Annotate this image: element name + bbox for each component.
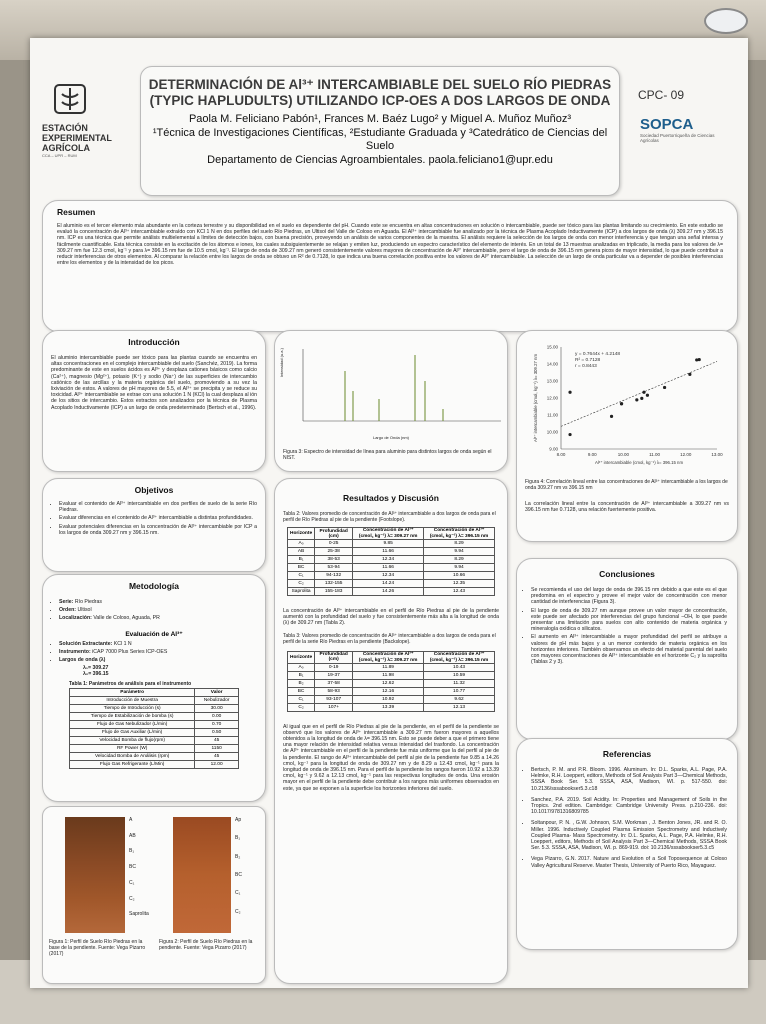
horizon-label: C₁ [129, 879, 135, 886]
figure3-xlabel: Largo de Onda (nm) [372, 435, 410, 440]
y-tick-label: 14.00 [546, 361, 558, 367]
table-cell: 10.59 [424, 671, 495, 679]
metodologia-section [42, 574, 266, 802]
figure4-caption: Figura 4: Correlación lineal entre las concentraciones de Al³⁺ intercambiable a los largos de onda 309.27 nm vs 396.15 nm [525, 479, 728, 491]
trendline-equation: r = 0.8443 [575, 364, 597, 369]
metodologia-list [49, 599, 257, 622]
table-row [288, 687, 495, 695]
table-cell: 13.39 [353, 703, 424, 711]
table-cell: Tiempo de Estabilización de bomba (s) [70, 712, 195, 720]
soil-profile-photo-1 [65, 817, 125, 933]
objetivos-heading: Objetivos [134, 485, 174, 495]
horizon-label: BC [235, 872, 242, 878]
table-cell: 30.00 [195, 704, 239, 712]
data-point [640, 397, 643, 400]
table-row [70, 696, 239, 704]
y-tick-label: 13.00 [546, 378, 558, 384]
table-header-cell: Profundidad (cm) [315, 528, 353, 540]
table-cell: 58-93 [315, 687, 353, 695]
table-header-cell: Valor [195, 688, 239, 696]
eval-heading: Evaluación de Al³⁺ [125, 630, 183, 638]
authors: Paola M. Feliciano Pabón¹, Frances M. Baéz Lugo² y Miguel A. Muñoz Muñoz³ [188, 113, 572, 125]
list-item: • Vega Pizarro, G.N. 2017. Nature and Evolution of a Soil Toposequence at Coloso Valley Agricultural Reserve. Master Thesis, University of Puerto Rico, Mayaguez. [531, 856, 727, 868]
conclusiones-section [516, 558, 738, 740]
table-cell: 38-53 [315, 556, 353, 564]
horizon-label: AB [129, 832, 136, 839]
table-cell: 45 [195, 736, 239, 744]
data-point [635, 398, 638, 401]
table-row [70, 720, 239, 728]
table-cell: Flujo Gas Refrigerante (L/Min) [70, 760, 195, 768]
station-sub: CCA – UPR – RUM [42, 153, 77, 158]
list-item: • El aumento en Al³⁺ intercambiable a mayor profundidad del perfil se atribuye a valores de pH más bajos y a un menor contenido de materia orgánica en los horizontes inferiores. También observamos un efecto del material parental del suelo con mayores concentraciones de Al³⁺ intercambiable en el horizonte C₂ y la saprolita (Tablas 2 y 3). [531, 634, 727, 665]
horizon-label: C₁ [235, 890, 241, 897]
table-header-cell: Concentración de Al³⁺ (cmol꜀ kg⁻¹) λ= 396.15 nm [424, 651, 495, 663]
resumen-heading: Resumen [57, 207, 96, 217]
list-item: • Instrumento: iCAP 7000 Plus Series ICP-OES [59, 649, 257, 655]
horizon-label: Ap [235, 817, 242, 823]
table2 [287, 527, 495, 596]
table-cell: 12.34 [353, 572, 424, 580]
table-header-cell: Concentración de Al³⁺ (cmol꜀ kg⁻¹) λ= 309.27 nm [353, 528, 424, 540]
table-cell: C₁ [288, 695, 315, 703]
horizon-label: C₂ [235, 908, 241, 915]
figure3-caption: Figura 3: Espectro de intensidad de línea para aluminio para distintos largos de onda según el NIST. [283, 449, 492, 461]
poster [30, 38, 748, 988]
table-cell: B₁ [288, 556, 315, 564]
table-cell: 12.62 [353, 679, 424, 687]
x-tick-label: 13.00 [711, 452, 723, 457]
list-item: • Orden: Ultisol [59, 607, 257, 613]
x-tick-label: 10.00 [617, 452, 630, 457]
x-tick-label: 8.00 [556, 452, 566, 457]
table-header-cell: Horizonte [288, 651, 315, 663]
table-cell: C₁ [288, 572, 315, 580]
table-row [70, 712, 239, 720]
horizon-label: B₂ [235, 853, 241, 860]
y-axis-label: Al³⁺ intercambiable (cmol꜀ kg⁻¹) λ= 309.27 nm [533, 353, 538, 443]
figure4-scatter-chart [527, 337, 727, 477]
table-row [70, 752, 239, 760]
x-tick-label: 12.00 [680, 452, 692, 457]
fig1-caption: Figura 1: Perfil de Suelo Río Piedras en la base de la pendiente. Fuente: Vega Pizarro (2017) [49, 939, 146, 957]
table-cell: B₁ [288, 671, 315, 679]
table-cell: 9.94 [424, 564, 495, 572]
table-cell: 10.77 [424, 687, 495, 695]
table-cell: A₀ [288, 540, 315, 548]
resultados-text1: La concentración de Al³⁺ intercambiable en el perfil de Río Piedras al pie de la pendiente aumentó con la profundidad del suelo y fue consistentemente más alta a la longitud de onda (λ) de 309.27 nm (Tabla 2). [283, 608, 499, 627]
fig2-caption: Figura 2: Perfil de Suelo Río Piedras en la pendiente. Fuente: Vega Pizarro (2017) [159, 939, 253, 951]
table-cell: C₂ [288, 703, 315, 711]
table-cell: 12.00 [195, 760, 239, 768]
list-item: • Solución Extractante: KCl 1 N [59, 641, 257, 647]
x-tick-label: 11.00 [649, 452, 661, 457]
table1-caption: Tabla 1: Parámetros de análisis para el instrumento [69, 680, 192, 687]
table-cell: 0.50 [195, 728, 239, 736]
conclusiones-heading: Conclusiones [599, 569, 655, 579]
table-cell: RF Power (W) [70, 744, 195, 752]
introduccion-text: El aluminio intercambiable puede ser tóxico para las plantas cuando se encuentra en altas concentraciones en el complejo intercambiable del suelo (Sanchéz, 2019). La forma predominante de este en suelos ácidos es Al³⁺ y desplaza cationes básicos como calcio (Ca²⁺), magnesio (Mg²⁺), potasio (K⁺) y sodio (Na⁺) de las superficies de intercambio catiónico de las arcillas y la materia orgánica del suelo, promoviendo a su vez la lixiviación de estos. A valores de pH mayores de 5.5, el Al³⁺ se precipita y se reduce su toxicidad. Al³⁺ intercambiable se extrae con una solución 1 N (KCl) la cual desplaza al ión de los sitios de intercambio. Estos extractos son analizados por la técnica de Plasma Acoplado Inductivamente (ICP) a un largo de onda predeterminado (Bertsch et al., 1996). [51, 355, 257, 411]
table-cell: Introducción de Muestra [70, 696, 195, 704]
table-cell: Saprolita [288, 588, 315, 596]
horizon-label: C₂ [129, 895, 135, 902]
table-cell: 107+ [315, 703, 353, 711]
table-cell: 9.94 [424, 548, 495, 556]
list-item: • Se recomienda el uso del largo de onda de 396.15 nm debido a que este es el que predomina en el espectro y provee el mejor valor de concentración con menor cantidad de interferencias (Figura 3). [531, 587, 727, 606]
objetivos-section [42, 478, 266, 572]
soil-figures-section [42, 806, 266, 984]
data-point [620, 402, 623, 405]
table-cell: 0.70 [195, 720, 239, 728]
title-box [140, 66, 620, 196]
table-row [70, 736, 239, 744]
table-cell: BC [288, 687, 315, 695]
table-row [288, 679, 495, 687]
eval-list [49, 641, 257, 664]
y-tick-label: 11.00 [547, 412, 558, 418]
department: Departamento de Ciencias Agroambientales. paola.feliciano1@upr.edu [207, 153, 553, 166]
table-row [288, 564, 495, 572]
table-cell: Nebulizador [195, 696, 239, 704]
ceiling-light [704, 8, 748, 34]
poster-title: DETERMINACIÓN DE Al³⁺ INTERCAMBIABLE DEL SUELO RÍO PIEDRAS (TYPIC HAPLUDULTS) UTILIZANDO ICP-OES A DOS LARGOS DE ONDA [148, 77, 612, 108]
objetivos-list [49, 501, 257, 536]
list-item: • Serie: Río Piedras [59, 599, 257, 605]
resumen-section [42, 200, 738, 332]
table-cell: Velocidad Bomba de Análisis (rpm) [70, 752, 195, 760]
table-cell: 12.35 [424, 580, 495, 588]
lambda-values: λ₁= 309.27 λ₂= 396.15 [83, 665, 109, 678]
horizon-label: B₁ [235, 835, 241, 842]
table-cell: 14.26 [353, 588, 424, 596]
table-cell: Flujo de Gas Nebulizador (L/min) [70, 720, 195, 728]
poster-code: CPC- 09 [638, 88, 685, 102]
table-cell: B₂ [288, 679, 315, 687]
table-row [70, 704, 239, 712]
table-cell: 12.34 [353, 556, 424, 564]
table-cell: 10.92 [353, 695, 424, 703]
table-cell: 132-155 [315, 580, 353, 588]
metodologia-heading: Metodología [128, 581, 180, 591]
table-row [288, 703, 495, 711]
table-row [70, 728, 239, 736]
affiliations: ¹Técnica de Investigaciones Científicas, ²Estudiante Graduada y ³Catedrático de Ciencias del Suelo [152, 126, 608, 152]
table-cell: 1150 [195, 744, 239, 752]
resultados-section [274, 478, 508, 984]
figure3-ylabel: Intensidad (u.a.) [279, 348, 284, 377]
list-item: • Sanchez, P.A. 2019. Soil Acidity. In: Properties and Management of Soils in the Tropics. 2nd edition. Cambridge: Cambridge University Press. p.210-236. doi: 10.1017/9781316809785 [531, 797, 727, 816]
data-point [688, 373, 691, 376]
table-cell: 10.66 [424, 572, 495, 580]
table-cell: 53-94 [315, 564, 353, 572]
table-cell: 9.85 [353, 540, 424, 548]
conclusiones-list [521, 587, 727, 665]
table-cell: 12.13 [424, 703, 495, 711]
data-point [646, 394, 649, 397]
table-cell: 11.66 [353, 548, 424, 556]
fig1-horizon-labels [129, 817, 149, 933]
horizon-label: Saprolita [129, 911, 149, 918]
table-cell: 11.98 [353, 671, 424, 679]
table-row [288, 663, 495, 671]
table-cell: 10.43 [424, 663, 495, 671]
list-item: • Largos de onda (λ) [59, 657, 257, 663]
figure4-section [516, 330, 738, 542]
table-cell: 9.62 [424, 695, 495, 703]
list-item: • Soltanpour, P. N. , G.W. Johnson, S.M. Workman , J. Benton Jones, JR. and R. O. Miller. 1996. Inductively Coupled Plasma Emission Spectrometry and Inductively Coupled Plasma- Mass Spectrometry. In: D.L. Sparks, A.L. Page, P.A. Helmke, R.H. Loeppert, editors, Methods of Soil Analysis Part 3—Chemical Methods, SSSA Book Ser. 5.3. SSSA, ASA, Madison, WI. p. 869-919. doi: 10.2136/sssabookser5.3.c5 [531, 820, 727, 851]
table-header-cell: Profundidad (cm) [315, 651, 353, 663]
table-cell: 11.89 [353, 663, 424, 671]
author-block [141, 113, 619, 167]
resultados-heading: Resultados y Discusión [343, 493, 439, 503]
table-cell: 12.43 [424, 588, 495, 596]
table-cell: C₂ [288, 580, 315, 588]
table-row [288, 695, 495, 703]
table-cell: 8.29 [424, 556, 495, 564]
table-row [288, 572, 495, 580]
trendline [561, 361, 717, 426]
table-cell: 14.24 [353, 580, 424, 588]
table-cell: 11.32 [424, 679, 495, 687]
table-row [288, 548, 495, 556]
table2-caption: Tabla 2: Valores promedio de concentración de Al³⁺ intercambiable a dos largos de onda para el perfil de Río Piedras al pie de la pendiente (Footslope). [283, 511, 496, 523]
station-logo [42, 84, 122, 158]
table-row [288, 556, 495, 564]
resultados-text2: Al igual que en el perfil de Río Piedras al pie de la pendiente, en el perfil de la pendiente se observó que los valores de Al³⁺ intercambiable a 309.27 nm fueron mayores a aquellos obtenidos a la longitud de onda de λ= 396.15 nm. Esto se puede deber a que el primero tiene una mayor relación de intensidad relativa versus intensidad del trasfondo. La concentración de Al³⁺ intercambiable en el perfil de la pendiente fue más uniforme que la del perfil al pie de la pendiente. El rango de Al³⁺ intercambiable del perfil al pie de la pendiente fue 9.85 a 14.26 cmol꜀ kg⁻¹ para la longitud de onda de 309.27 nm y de 8.29 a 12.43 cmol꜀ kg⁻¹ para la longitud de onda de 396.15 nm. Para el perfil de la pendiente los rangos fueron 10.92 a 13.39 cmol꜀ kg⁻¹ y 9.62 a 12.13 cmol꜀ kg⁻¹ para las respectivas longitudes de onda. Una erosión mayor en el perfil de la pendiente debe contribuir a los rangos más uniformes observados en este, ya que se exponen a la superficie los horizontes inferiores del suelo. [283, 723, 499, 792]
list-item: • Localización: Valle de Coloso, Aguada, PR [59, 615, 257, 621]
station-name: ESTACIÓN EXPERIMENTAL AGRÍCOLA [42, 123, 112, 153]
table-cell: 155-183 [315, 588, 353, 596]
horizon-label: BC [129, 864, 136, 871]
soil-profile-photo-2 [173, 817, 231, 933]
table-cell: 25-38 [315, 548, 353, 556]
table-header-cell: Concentración de Al³⁺ (cmol꜀ kg⁻¹) λ= 309.27 nm [353, 651, 424, 663]
sopca-logo: SOPCA Sociedad Puertorriqueña de Ciencias Agrícolas [640, 116, 715, 143]
table-cell: A₀ [288, 663, 315, 671]
table-row [288, 540, 495, 548]
data-point [610, 415, 613, 418]
table-header-cell: Parámetro [70, 688, 195, 696]
table-cell: BC [288, 564, 315, 572]
table-cell: Tiempo de Introducción (s) [70, 704, 195, 712]
station-emblem-icon [54, 84, 86, 114]
trendline-equation: R² = 0.7128 [575, 358, 601, 363]
table-row [288, 580, 495, 588]
referencias-heading: Referencias [602, 749, 652, 759]
table-cell: 0-19 [315, 663, 353, 671]
introduccion-section [42, 330, 266, 472]
list-item: • Evaluar el contenido de Al³⁺ intercambiable en dos perfiles de suelo de la serie Río Piedras. [59, 501, 257, 513]
y-tick-label: 12.00 [546, 395, 558, 401]
data-point [568, 433, 571, 436]
table-cell: 19-37 [315, 671, 353, 679]
data-point [698, 358, 701, 361]
referencias-list [521, 767, 727, 869]
table-cell: 93-107 [315, 695, 353, 703]
horizon-label: A [129, 817, 133, 823]
table1 [69, 688, 239, 769]
y-tick-label: 9.00 [549, 446, 558, 452]
table-cell: 12.16 [353, 687, 424, 695]
table3 [287, 651, 495, 712]
table-cell: 0-25 [315, 540, 353, 548]
introduccion-heading: Introducción [128, 337, 180, 347]
x-axis-label: Al³⁺ intercambiable (cmol꜀ kg⁻¹) λ= 396.15 nm [594, 460, 684, 465]
data-point [568, 391, 571, 394]
y-tick-label: 10.00 [546, 429, 558, 435]
table-cell: 94-132 [315, 572, 353, 580]
table-row [288, 671, 495, 679]
list-item: • Bertsch, P. M. and P.R. Bloom. 1996. Aluminum. In: D.L. Sparks, A.L. Page, P.A. Helmke, R.H. Loeppert, editors, Methods of Soil Analysis Part 3—Chemical Methods, SSSA Book Ser. 5.3. SSSA, ASA, Madison, WI. p. 517-550. doi: 10.2136/sssabookser5.3.c18 [531, 767, 727, 792]
table-cell: AB [288, 548, 315, 556]
y-tick-label: 15.00 [546, 344, 558, 350]
figure3-spectrum [275, 339, 507, 439]
list-item: • Evaluar diferencias en el contenido de Al³⁺ intercambiable a distintas profundidades. [59, 515, 257, 521]
resumen-text: El aluminio es el tercer elemento más abundante en la corteza terrestre y su disponibilidad en el suelo es dependiente del pH. Cuando este se encuentra en altas concentraciones en solución o intercambiable, puede ser tóxico para las plantas limitando su crecimiento. En este estudio se evaluó la concentración de Al³⁺ intercambiable extraído con KCl 1 N en dos perfiles del suelo Río Piedras, un Ultisol del Valle de Coloso en Aguada. El Al³⁺ intercambiable fue analizado por la técnica de Plasma Acoplado Inductivamente (ICP) a dos largos de onda (λ) 309.27 nm y 396.15 nm. ICP es una técnica que permite análisis multielemental a límites de detección bajos, con buena precisión, proveyendo un análisis de varios componentes de la muestra. El análisis requiere la selección de los largos de onda con menor interferencia y que tengan una señal intensa y fácilmente cuantificable. Esta técnica consiste en la excitación de los átomos e iones, los cuales subsiguientemente se relajan y emiten luz, produciendo un espectro característico del elemento de interés. En un total de 13 muestras analizadas en triplicado, la media para los valores de λ= 309.27 nm fue 12.3 cmol꜀ kg⁻¹ y para λ= 396.15 nm fue de 10.5 cmol꜀ kg⁻¹. El largo de onda de 309.27 nm generó consistentemente valores mayores de concentración de Al³⁺ intercambiable, pero el largo de onda de 396.15 nm genera picos de mayor intensidad, lo que puede contribuir a reducir interferencias de otros elementos. Al comparar la relación entre los largos de onda se obtuvo un R² de 0.7128, lo que indica una buena correlación positiva entre los valores de Al³⁺ intercambiable. La selección de un largo de onda particular va a depender de posibles interferencias entre los elementos y de la intensidad de los picos. [57, 223, 723, 267]
fig2-horizon-labels [235, 817, 255, 933]
table-cell: 0.00 [195, 712, 239, 720]
list-item: • El largo de onda de 309.27 nm aunque provee un valor mayor de concentración, este puede ser afectado por interferencias del grupo funcional –OH, lo que puede presentar una limitación para suelos con alto contenido de materia orgánica y mineralogía oxídica o silicatos. [531, 608, 727, 633]
trendline-equation: y = 0.7644x + 4.2148 [575, 352, 621, 357]
table-cell: 8.29 [424, 540, 495, 548]
table-row [70, 744, 239, 752]
table-header-cell: Horizonte [288, 528, 315, 540]
table-header-cell: Concentración de Al³⁺ (cmol꜀ kg⁻¹) λ= 396.15 nm [424, 528, 495, 540]
horizon-label: B₁ [129, 848, 135, 855]
data-point [663, 386, 666, 389]
table-row [70, 760, 239, 768]
table-cell: Flujo de Gas Auxiliar (L/min) [70, 728, 195, 736]
x-tick-label: 9.00 [587, 452, 597, 457]
table-cell: 37-58 [315, 679, 353, 687]
table-cell: Velocidad Bomba de flujo(rpm) [70, 736, 195, 744]
table-cell: 11.66 [353, 564, 424, 572]
figure3-section [274, 330, 508, 472]
list-item: • Evaluar potenciales diferencias en la concentración de Al³⁺ intercambiable por ICP a los largos de onda 309.27 nm y 396.15 nm. [59, 524, 257, 536]
table3-caption: Tabla 3: Valores promedio de concentración de Al³⁺ intercambiable a dos largos de onda para el perfil de la serie Río Piedras en la pendiente (Backslope). [283, 632, 496, 645]
table-cell: 45 [195, 752, 239, 760]
table-row [288, 588, 495, 596]
data-point [642, 391, 645, 394]
figure4-text: La correlación lineal entre la concentración de Al³⁺ intercambiable a 309.27 nm vs 396.15 nm fue 0.7128, una relación fuertemente positiva. [525, 501, 729, 514]
referencias-section [516, 738, 738, 950]
